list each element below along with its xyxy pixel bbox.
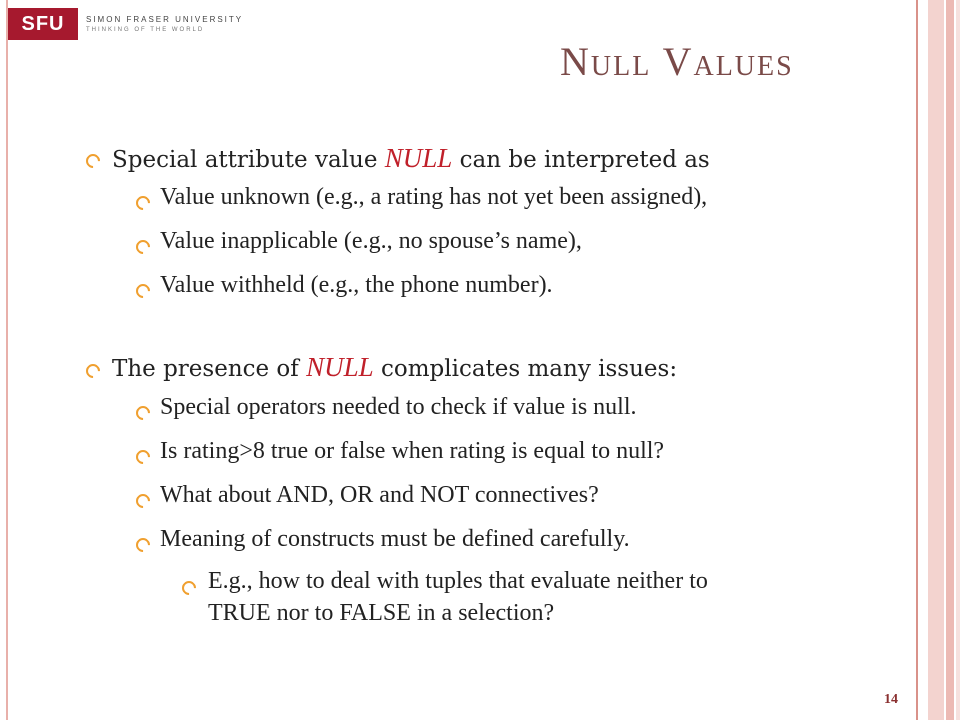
null-keyword: NULL (384, 143, 453, 173)
right-border-stripe (916, 0, 918, 720)
bullet-icon (83, 151, 103, 171)
logo-abbr: SFU (8, 8, 78, 40)
logo-text (86, 15, 243, 33)
page-number: 14 (884, 692, 898, 707)
bullet-icon (133, 237, 153, 257)
logo-university-name: SIMON FRASER UNIVERSITY (86, 15, 244, 24)
bullet-1-1: Value unknown (e.g., a rating has not yet been assigned), (160, 184, 708, 210)
bullet-icon (133, 281, 153, 301)
bullet-1-pre: Special attribute value (112, 147, 385, 173)
null-keyword: NULL (306, 352, 374, 382)
left-border (6, 0, 8, 720)
bullet-1 (112, 143, 710, 174)
bullet-2-4: Meaning of constructs must be defined carefully. (160, 526, 630, 552)
bullet-icon (133, 447, 153, 467)
sfu-logo (8, 8, 243, 40)
bullet-icon (179, 578, 199, 598)
bullet-2-2: Is rating>8 true or false when rating is equal to null? (160, 438, 665, 464)
bullet-2 (112, 352, 677, 383)
bullet-2-1: Special operators needed to check if value is null. (160, 394, 637, 420)
slide-title: Null Values (560, 39, 794, 84)
bullet-icon (133, 535, 153, 555)
bullet-2-3: What about AND, OR and NOT connectives? (160, 482, 599, 508)
right-border-stripe (928, 0, 944, 720)
bullet-icon (83, 361, 103, 381)
right-border-stripe (956, 0, 960, 720)
right-border-stripe (946, 0, 954, 720)
bullet-icon (133, 403, 153, 423)
bullet-1-2: Value inapplicable (e.g., no spouse’s name), (160, 228, 582, 254)
bullet-icon (133, 193, 153, 213)
bullet-2-pre: The presence of (112, 356, 307, 382)
bullet-1-post: can be interpreted as (452, 147, 710, 173)
bullet-icon (133, 491, 153, 511)
bullet-2-4-1-line2: TRUE nor to FALSE in a selection? (208, 600, 555, 626)
bullet-2-4-1-line1: E.g., how to deal with tuples that evaluate neither to (208, 568, 708, 594)
bullet-1-3: Value withheld (e.g., the phone number). (160, 272, 553, 298)
bullet-2-post: complicates many issues: (373, 356, 678, 382)
logo-tagline: THINKING OF THE WORLD (86, 27, 205, 33)
